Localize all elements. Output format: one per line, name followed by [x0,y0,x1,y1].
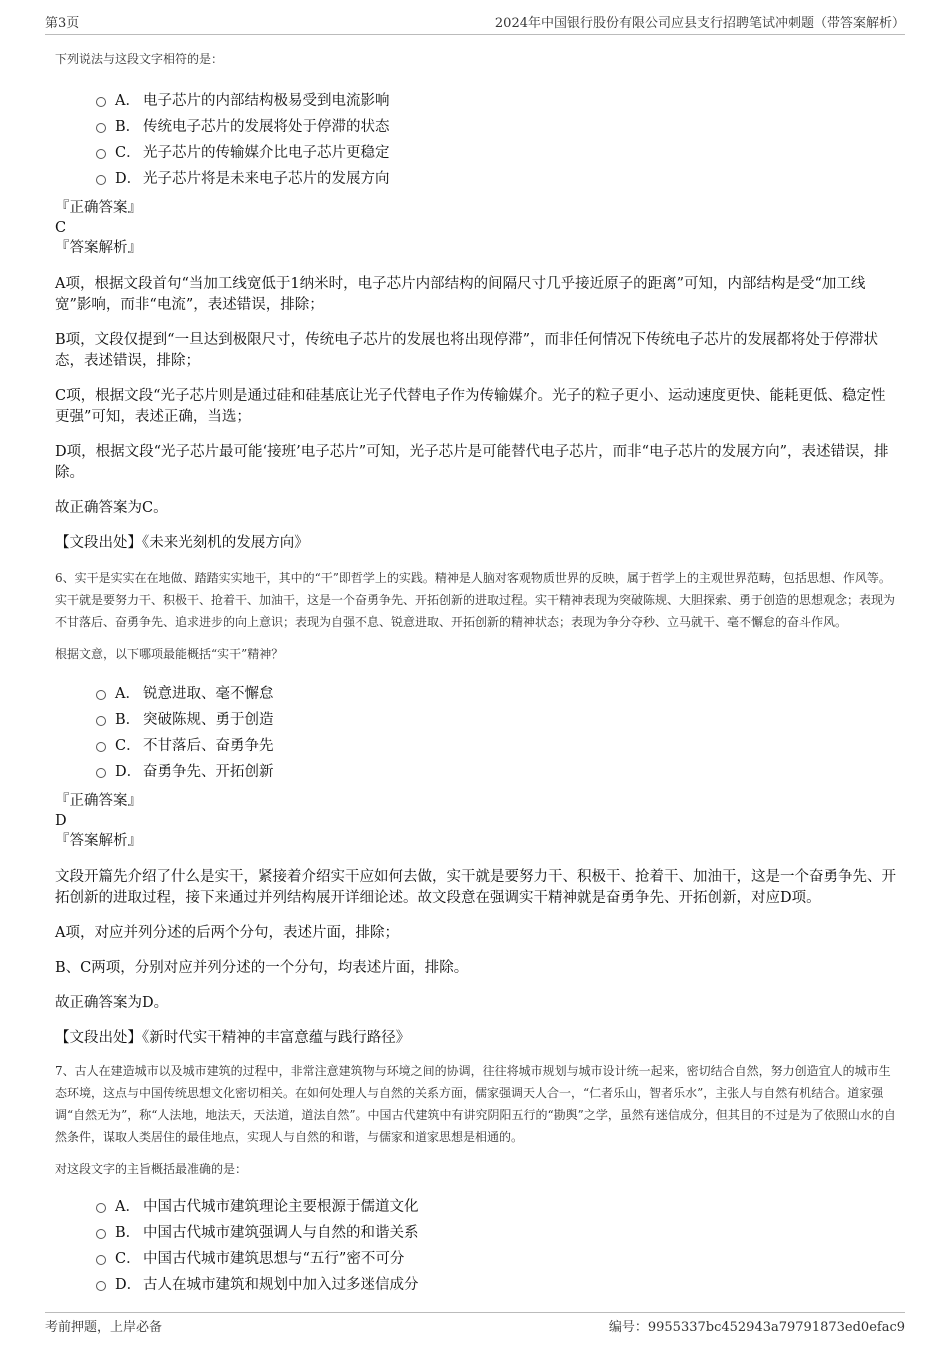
footer-serial: 编号：9955337bc452943a79791873ed0efac9 [608,1320,905,1335]
q5-analysis-label: 『答案解析』 [55,240,142,256]
q5-option-b[interactable] [55,114,897,140]
q6-analysis-bc: B、C两项，分别对应并列分述的一个分句，均表述片面，排除。 [55,960,469,976]
radio-icon[interactable] [96,175,106,185]
option-letter: C． [115,145,141,161]
radio-icon[interactable] [96,123,106,133]
option-text: 中国古代城市建筑强调人与自然的和谐关系 [143,1225,419,1241]
q6-options [55,681,897,785]
q5-prompt: 下列说法与这段文字相符的是： [55,52,224,66]
radio-icon[interactable] [96,1229,106,1239]
option-letter: C． [115,738,141,754]
radio-icon[interactable] [96,149,106,159]
option-text: 中国古代城市建筑思想与“五行”密不可分 [143,1251,405,1267]
footer-slogan: 考前押题，上岸必备 [45,1320,163,1335]
page-number: 第3页 [45,16,80,31]
option-text: 奋勇争先、开拓创新 [143,764,274,780]
q7-option-c[interactable] [55,1246,897,1272]
radio-icon[interactable] [96,1203,106,1213]
q5-option-d[interactable] [55,166,897,192]
q6-prompt: 根据文意，以下哪项最能概括“实干”精神？ [55,647,284,661]
q5-answer-label: 『正确答案』 [55,200,142,216]
q7-option-a[interactable] [55,1194,897,1220]
radio-icon[interactable] [96,716,106,726]
q6-option-d[interactable] [55,759,897,785]
option-letter: B． [115,119,141,135]
page-content [55,48,897,1298]
q6-answer: D [55,813,67,829]
q7-option-b[interactable] [55,1220,897,1246]
q6-analysis-label: 『答案解析』 [55,833,142,849]
option-text: 不甘落后、奋勇争先 [143,738,274,754]
q7-options [55,1194,897,1298]
radio-icon[interactable] [96,742,106,752]
radio-icon[interactable] [96,97,106,107]
q6-passage: 6、实干是实实在在地做、踏踏实实地干，其中的“干”即哲学上的实践。精神是人脑对客观物质世界的反映，属于哲学上的主观世界范畴，包括思想、作风等。实干就是要努力干、积极干、抢着干、加油干，这是一个奋勇争先、开拓创新的进取过程。实干精神表现为突破陈规、大胆探索、勇于创造的思想观念；表现为不甘落后、奋勇争先、追求进步的向上意识；表现为自强不息、锐意进取、开拓创新的精神状态；表现为争分夺秒、立马就干、毫不懈怠的奋斗作风。 [55,571,896,629]
q6-option-a[interactable] [55,681,897,707]
option-letter: B． [115,712,141,728]
option-text: 传统电子芯片的发展将处于停滞的状态 [143,119,390,135]
option-letter: D． [115,1277,142,1293]
radio-icon[interactable] [96,768,106,778]
option-letter: D． [115,764,142,780]
q5-analysis-d: D项，根据文段“光子芯片最可能‘接班’电子芯片”可知，光子芯片是可能替代电子芯片，而非“电子芯片的发展方向”，表述错误，排除。 [55,444,889,481]
option-letter: C． [115,1251,141,1267]
q5-source: 【文段出处】《未来光刻机的发展方向》 [55,535,309,551]
q5-answer: C [55,220,67,236]
q5-analysis-c: C项，根据文段“光子芯片则是通过硅和硅基底让光子代替电子作为传输媒介。光子的粒子更小、运动速度更快、能耗更低、稳定性更强”可知，表述正确，当选； [55,388,886,425]
page-footer [45,1312,905,1337]
q6-answer-label: 『正确答案』 [55,793,142,809]
q5-option-a[interactable] [55,88,897,114]
option-text: 中国古代城市建筑理论主要根源于儒道文化 [143,1199,419,1215]
option-text: 光子芯片的传输媒介比电子芯片更稳定 [143,145,390,161]
radio-icon[interactable] [96,690,106,700]
q7-passage: 7、古人在建造城市以及城市建筑的过程中，非常注意建筑物与环境之间的协调，往往将城市规划与城市设计统一起来，密切结合自然，努力创造宜人的城市生态环境，这点与中国传统思想文化密切相关。在如何处理人与自然的关系方面，儒家强调天人合一，“仁者乐山，智者乐水”，主张人与自然有机结合。道家强调“自然无为”，称“人法地，地法天，天法道，道法自然”。中国古代建筑中有讲究阴阳五行的“勘舆”之学，虽然有迷信成分，但其目的不过是为了依照山水的自然条件，谋取人类居住的最佳地点，实现人与自然的和谐，与儒家和道家思想是相通的。 [55,1064,896,1144]
q6-analysis-main: 文段开篇先介绍了什么是实干，紧接着介绍实干应如何去做，实干就是要努力干、积极干、抢着干、加油干，这是一个奋勇争先、开拓创新的进取过程，接下来通过并列结构展开详细论述。故文段意在强调实干精神就是奋勇争先、开拓创新，对应D项。 [55,869,896,906]
q5-options [55,88,897,192]
q5-option-c[interactable] [55,140,897,166]
option-text: 电子芯片的内部结构极易受到电流影响 [143,93,390,109]
option-text: 光子芯片将是未来电子芯片的发展方向 [143,171,390,187]
q5-conclusion: 故正确答案为C。 [55,500,168,516]
q6-option-b[interactable] [55,707,897,733]
q5-analysis-a: A项，根据文段首句“当加工线宽低于1纳米时，电子芯片内部结构的间隔尺寸几乎接近原子的距离”可知，内部结构是受“加工线宽”影响，而非“电流”，表述错误，排除； [55,276,866,313]
option-letter: A． [115,686,140,702]
radio-icon[interactable] [96,1255,106,1265]
option-text: 古人在城市建筑和规划中加入过多迷信成分 [143,1277,419,1293]
option-text: 突破陈规、勇于创造 [143,712,274,728]
q7-option-d[interactable] [55,1272,897,1298]
page-header [45,12,905,35]
option-text: 锐意进取、毫不懈怠 [143,686,274,702]
document-title: 2024年中国银行股份有限公司应县支行招聘笔试冲刺题（带答案解析） [494,16,905,31]
q6-option-c[interactable] [55,733,897,759]
option-letter: B． [115,1225,141,1241]
q7-prompt: 对这段文字的主旨概括最准确的是： [55,1162,248,1176]
option-letter: A． [115,1199,140,1215]
radio-icon[interactable] [96,1281,106,1291]
q5-analysis-b: B项，文段仅提到“一旦达到极限尺寸，传统电子芯片的发展也将出现停滞”，而非任何情况下传统电子芯片的发展都将处于停滞状态，表述错误，排除； [55,332,878,369]
q6-source: 【文段出处】《新时代实干精神的丰富意蕴与践行路径》 [55,1030,411,1046]
q6-conclusion: 故正确答案为D。 [55,995,169,1011]
option-letter: D． [115,171,142,187]
q6-analysis-a: A项，对应并列分述的后两个分句，表述片面，排除； [55,925,399,941]
option-letter: A． [115,93,140,109]
